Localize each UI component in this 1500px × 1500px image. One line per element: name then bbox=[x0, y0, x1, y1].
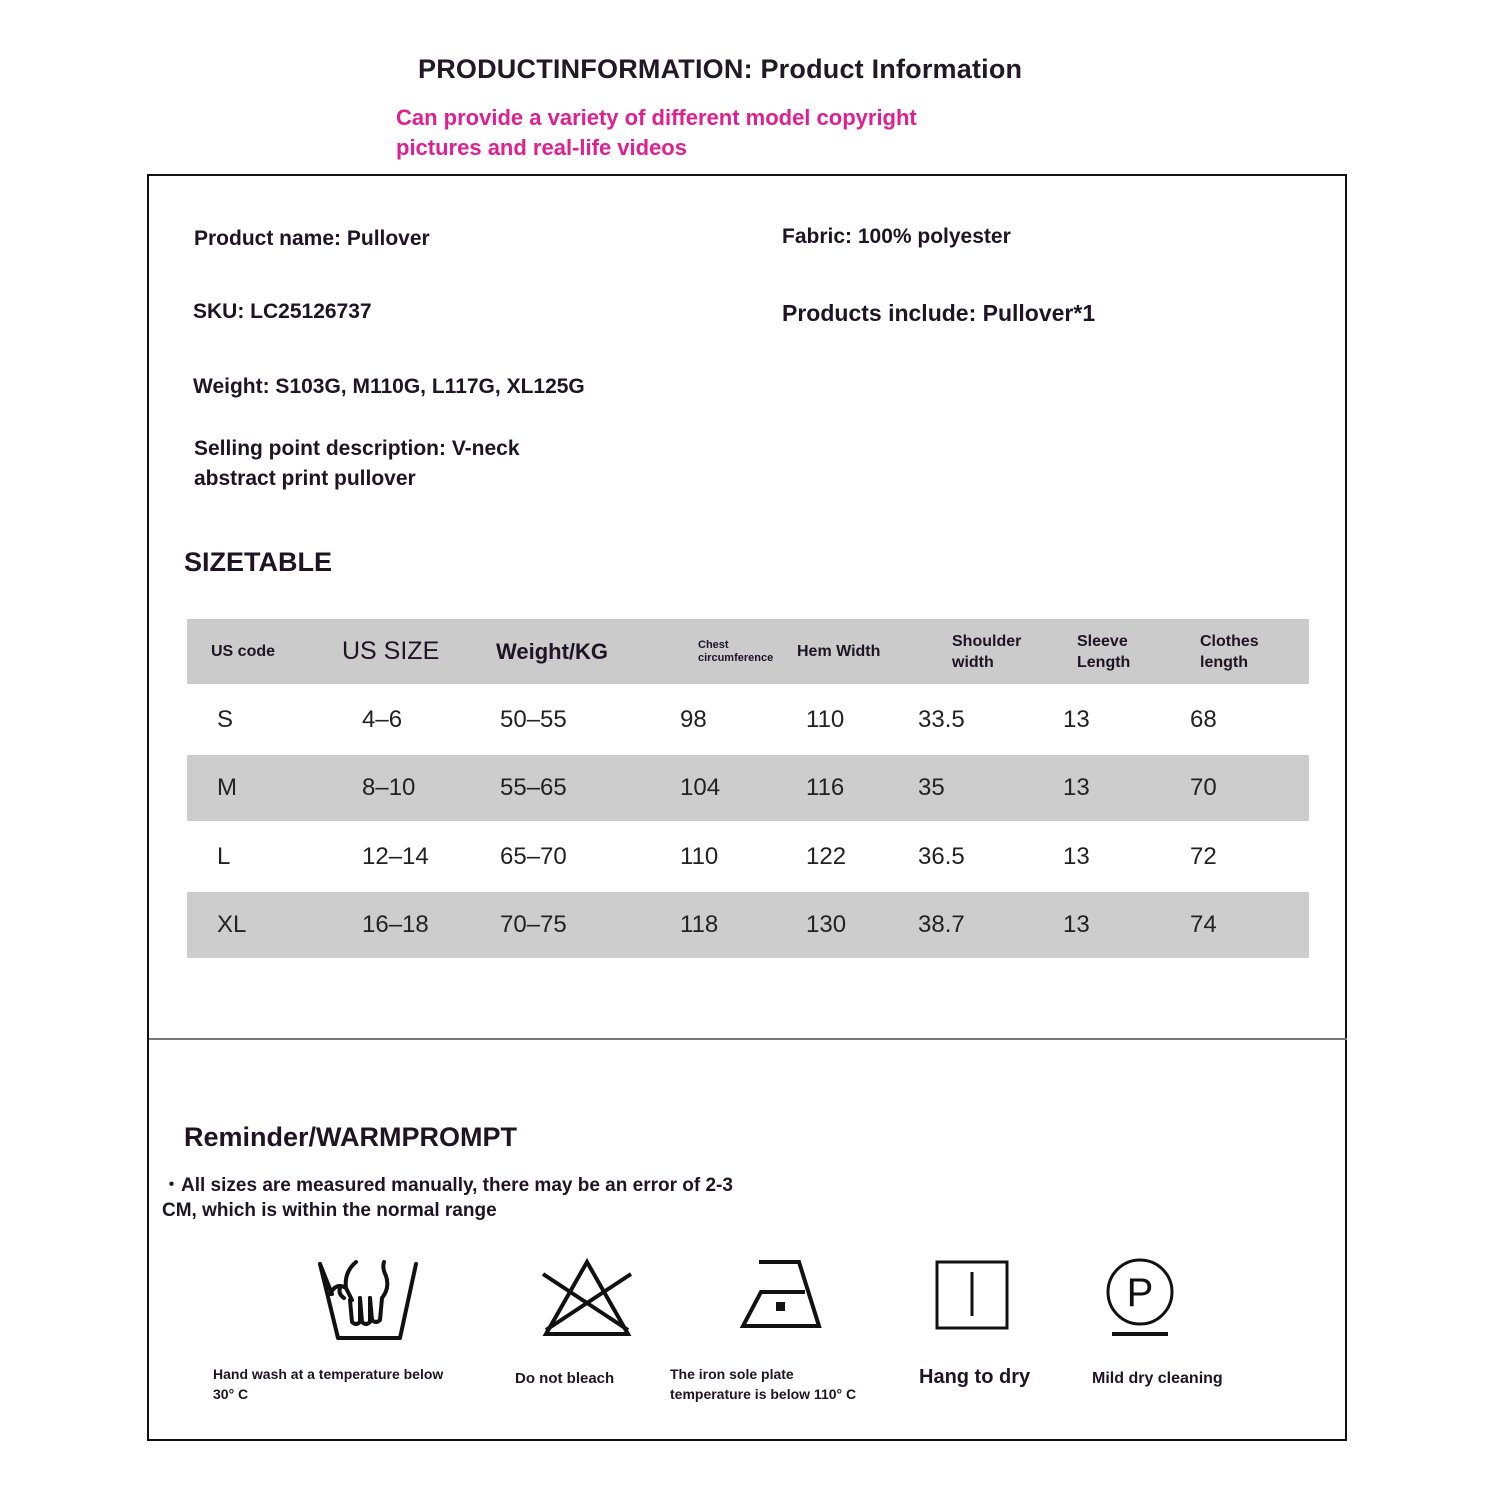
header-chest: Chest circumference bbox=[630, 619, 785, 684]
size-table-cell: 104 bbox=[630, 755, 785, 821]
care-label-iron: The iron sole plate temperature is below 110° C bbox=[670, 1366, 857, 1402]
care-hand-wash bbox=[258, 1258, 478, 1342]
size-table-heading: SIZETABLE bbox=[184, 547, 332, 577]
subtitle-line-1: Can provide a variety of different model copyright bbox=[396, 105, 917, 130]
dry-clean-p-icon bbox=[1102, 1258, 1178, 1340]
size-table-cell: 16–18 bbox=[300, 892, 460, 958]
care-label-hand-wash: Hand wash at a temperature below 30° C bbox=[213, 1366, 444, 1402]
size-table-cell: 70 bbox=[1148, 755, 1309, 821]
size-table-cell: 110 bbox=[806, 705, 845, 733]
size-table-cell: L bbox=[217, 842, 231, 870]
size-table-cell: S bbox=[217, 705, 234, 733]
weight: Weight: S103G, M110G, L117G, XL125G bbox=[193, 375, 585, 398]
size-table-cell: 74 bbox=[1148, 892, 1309, 958]
iron-low-icon bbox=[739, 1258, 823, 1330]
size-table-row bbox=[187, 892, 1309, 958]
section-divider bbox=[149, 1038, 1347, 1040]
size-table-cell: 68 bbox=[1190, 705, 1217, 733]
selling-point-line-2: abstract print pullover bbox=[194, 467, 416, 490]
size-table-cell: 118 bbox=[630, 892, 785, 958]
size-table-cell: 13 bbox=[1025, 755, 1148, 821]
hand-wash-icon bbox=[316, 1258, 420, 1342]
do-not-bleach-icon bbox=[540, 1258, 634, 1338]
header-shoulder-width: Shoulder width bbox=[900, 619, 1025, 684]
size-table-row bbox=[187, 821, 1309, 892]
hang-dry-icon bbox=[935, 1258, 1011, 1330]
page-title: PRODUCTINFORMATION: Product Information bbox=[418, 54, 1023, 84]
header-sleeve-length: Sleeve Length bbox=[1025, 619, 1148, 684]
size-table-cell: 72 bbox=[1190, 842, 1217, 870]
size-table-cell: 38.7 bbox=[900, 892, 1025, 958]
size-table-cell: 12–14 bbox=[362, 842, 429, 870]
size-table-cell: 33.5 bbox=[918, 705, 965, 733]
reminder-note bbox=[162, 1173, 733, 1223]
sku: SKU: LC25126737 bbox=[193, 300, 372, 323]
care-label-hang-dry: Hang to dry bbox=[919, 1366, 1031, 1388]
size-table-cell: 13 bbox=[1063, 705, 1090, 733]
size-table-header-row bbox=[187, 619, 1309, 684]
size-table-cell: 13 bbox=[1025, 892, 1148, 958]
size-table-cell: 35 bbox=[900, 755, 1025, 821]
size-table-cell: 70–75 bbox=[460, 892, 630, 958]
subtitle bbox=[396, 103, 1036, 163]
size-table-cell: 130 bbox=[785, 892, 900, 958]
size-table-cell: 122 bbox=[806, 842, 847, 870]
reminder-note-line-2: CM, which is within the normal range bbox=[162, 1200, 497, 1221]
care-do-not-bleach bbox=[477, 1258, 697, 1338]
size-table-row bbox=[187, 755, 1309, 821]
svg-text:P: P bbox=[1126, 1271, 1154, 1315]
reminder-note-line-1: ・All sizes are measured manually, there may be an error of 2-3 bbox=[162, 1175, 733, 1196]
size-table-cell: 98 bbox=[680, 705, 707, 733]
care-iron-low bbox=[671, 1258, 891, 1330]
size-table-cell: 50–55 bbox=[500, 705, 567, 733]
size-table-cell: 110 bbox=[680, 842, 719, 870]
size-table-cell: 55–65 bbox=[460, 755, 630, 821]
product-name: Product name: Pullover bbox=[194, 227, 430, 250]
header-us-code: US code bbox=[187, 619, 300, 684]
size-table-cell: M bbox=[187, 755, 300, 821]
size-table-cell: 13 bbox=[1063, 842, 1090, 870]
care-label-dry-clean: Mild dry cleaning bbox=[1092, 1370, 1223, 1387]
reminder-heading: Reminder/WARMPROMPT bbox=[184, 1122, 518, 1152]
header-us-size: US SIZE bbox=[300, 619, 460, 684]
size-table-row bbox=[187, 684, 1309, 755]
header-weight: Weight/KG bbox=[460, 619, 630, 684]
products-include: Products include: Pullover*1 bbox=[782, 300, 1096, 326]
subtitle-line-2: pictures and real-life videos bbox=[396, 135, 687, 160]
selling-point bbox=[194, 434, 654, 494]
selling-point-line-1: Selling point description: V-neck bbox=[194, 437, 520, 460]
size-table-cell: 4–6 bbox=[362, 705, 403, 733]
fabric: Fabric: 100% polyester bbox=[782, 225, 1011, 248]
header-hem-width: Hem Width bbox=[785, 619, 900, 684]
care-label-do-not-bleach: Do not bleach bbox=[515, 1370, 615, 1387]
size-table-cell: 116 bbox=[785, 755, 900, 821]
size-table-cell: 8–10 bbox=[300, 755, 460, 821]
size-table-cell: 65–70 bbox=[500, 842, 567, 870]
size-table-cell: XL bbox=[187, 892, 300, 958]
size-table bbox=[187, 619, 1309, 958]
size-table-cell: 36.5 bbox=[918, 842, 965, 870]
care-dry-clean bbox=[1030, 1258, 1250, 1340]
header-clothes-length: Clothes length bbox=[1148, 619, 1309, 684]
